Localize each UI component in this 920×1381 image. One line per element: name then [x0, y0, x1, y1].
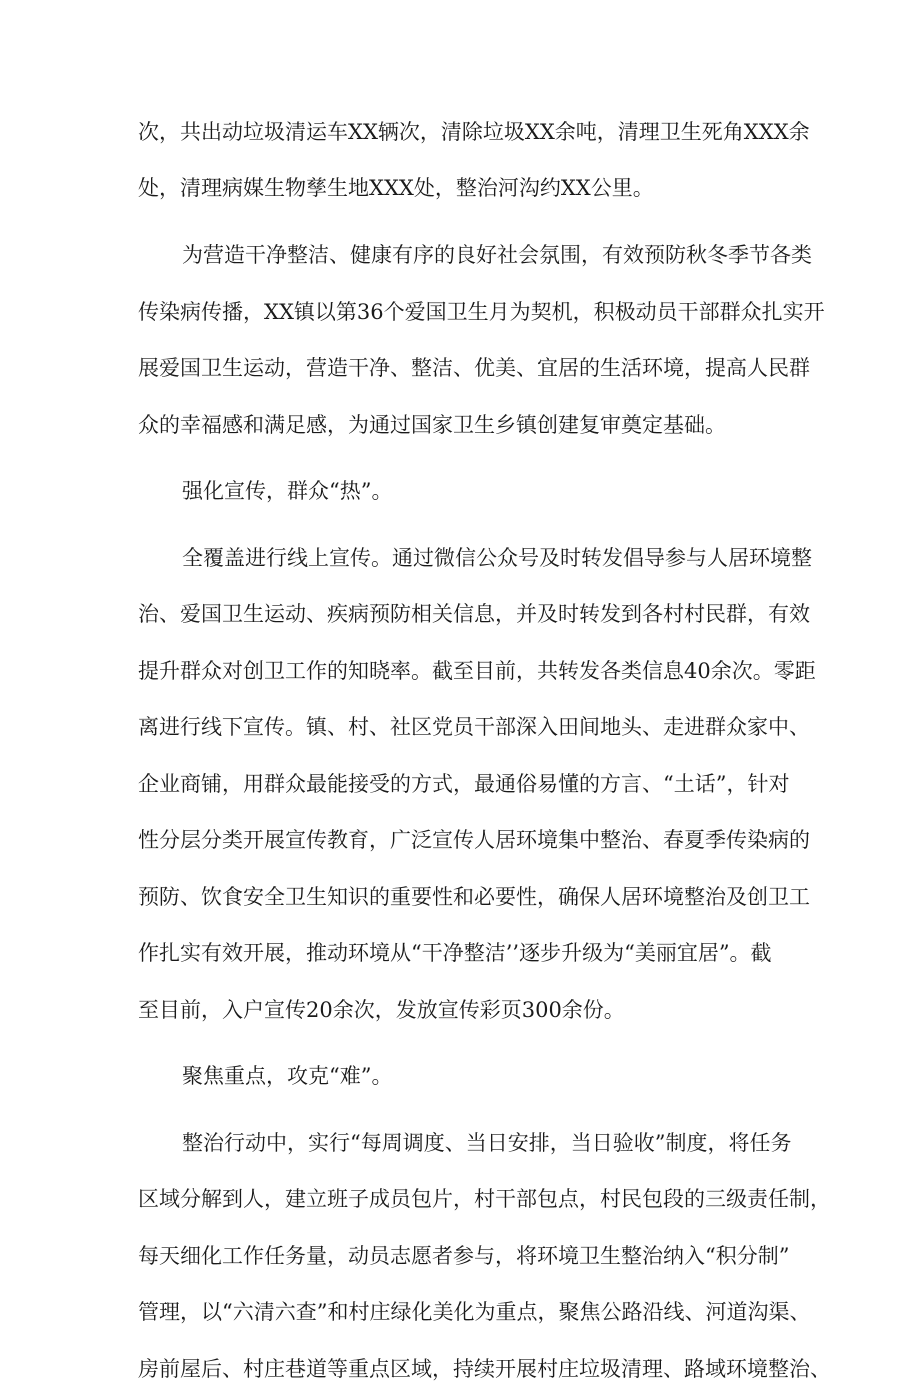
paragraph-3-line-4: 离进行线下宣传。镇、村、社区党员干部深入田间地头、走进群众家中、: [138, 715, 810, 739]
section-heading-focus: 聚焦重点，攻克“难”。: [182, 1064, 393, 1088]
paragraph-1-line-1: 次，共出动垃圾清运车XX辆次，清除垃圾XX余吨，清理卫生死角XXX余: [138, 120, 810, 144]
paragraph-4-line-4: 管理，以“六清六查”和村庄绿化美化为重点，聚焦公路沿线、河道沟渠、: [138, 1300, 811, 1324]
paragraph-3-line-1: 全覆盖进行线上宣传。通过微信公众号及时转发倡导参与人居环境整: [182, 546, 812, 570]
paragraph-2-line-3: 展爱国卫生运动，营造干净、整洁、优美、宜居的生活环境，提高人民群: [138, 356, 810, 380]
paragraph-4-line-2: 区域分解到人，建立班子成员包片，村干部包点，村民包段的三级责任制，: [138, 1187, 831, 1211]
section-heading-publicity: 强化宣传，群众“热”。: [182, 479, 393, 503]
paragraph-2-line-1: 为营造干净整洁、健康有序的良好社会氛围，有效预防秋冬季节各类: [182, 243, 812, 267]
paragraph-3-line-7: 预防、饮食安全卫生知识的重要性和必要性，确保人居环境整治及创卫工: [138, 885, 810, 909]
paragraph-4-line-1: 整治行动中，实行“每周调度、当日安排，当日验收”制度，将任务: [182, 1131, 792, 1155]
paragraph-4-line-5: 房前屋后、村庄巷道等重点区域，持续开展村庄垃圾清理、路域环境整治、: [138, 1357, 831, 1381]
paragraph-3-line-3: 提升群众对创卫工作的知晓率。截至目前，共转发各类信息40余次。零距: [138, 659, 816, 683]
paragraph-4-line-3: 每天细化工作任务量，动员志愿者参与，将环境卫生整治纳入“积分制”: [138, 1244, 790, 1268]
paragraph-3-line-2: 治、爱国卫生运动、疾病预防相关信息，并及时转发到各村村民群，有效: [138, 602, 810, 626]
paragraph-3-line-8: 作扎实有效开展，推动环境从“干净整洁’’逐步升级为“美丽宜居”。截: [138, 941, 772, 965]
paragraph-2-line-4: 众的幸福感和满足感，为通过国家卫生乡镇创建复审奠定基础。: [138, 413, 726, 437]
paragraph-3-line-6: 性分层分类开展宣传教育，广泛宣传人居环境集中整治、春夏季传染病的: [138, 828, 810, 852]
paragraph-1-line-2: 处，清理病媒生物孳生地XXX处，整治河沟约XX公里。: [138, 176, 654, 200]
paragraph-3-line-5: 企业商铺，用群众最能接受的方式，最通俗易懂的方言、“土话”，针对: [138, 772, 790, 796]
paragraph-2-line-2: 传染病传播，XX镇以第36个爱国卫生月为契机，积极动员干部群众扎实开: [138, 300, 825, 324]
paragraph-3-line-9: 至目前，入户宣传20余次，发放宣传彩页300余份。: [138, 998, 625, 1022]
